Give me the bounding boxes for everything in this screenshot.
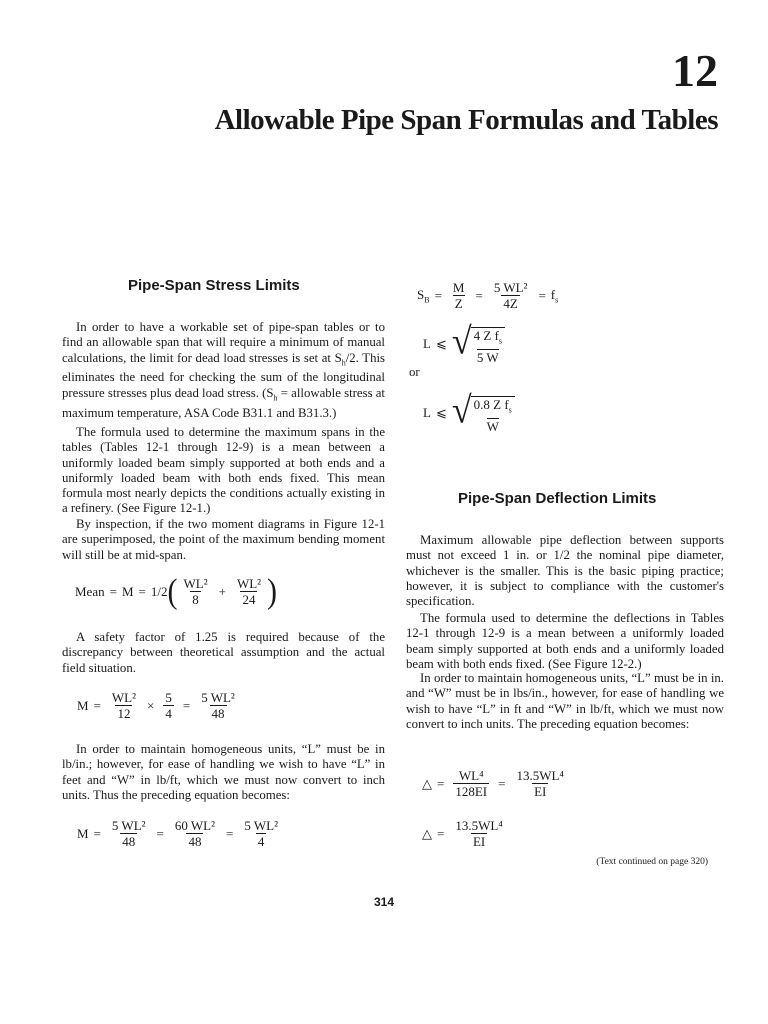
fraction: $\frac{5}{4}$ <box>165 690 172 721</box>
safety-factor-paragraph: A safety factor of 1.25 is required because of the discrepancy between theoretical assumption and the actual field situation. <box>62 630 385 675</box>
fraction: $\frac{\text{5 WL²}}{4}$ <box>244 818 278 849</box>
section-heading-deflection-limits: Pipe-Span Deflection Limits <box>458 490 657 507</box>
stress-limits-paragraph-3: By inspection, if the two moment diagrams in Figure 12-1 are superimposed, the point of the maximum bending moment will still be at mid-span. <box>62 517 385 562</box>
fraction: $\frac{\text{60 WL²}}{48}$ <box>174 818 215 849</box>
deflection-paragraph-1: Maximum allowable pipe deflection between supports must not exceed 1 in. or 1/2 the nominal pipe diameter, whichever is the smaller. This is the basic piping practice; however, it is subject to compliance with the customer's specification. <box>406 533 724 609</box>
deflection-paragraph-2: The formula used to determine the deflections in Tables 12-1 through 12-9 is a mean between a uniformly loaded beam simply supported at both ends and a uniformly loaded beam with both ends fixed. (See Figure 12-2.) <box>406 611 724 671</box>
page-number: 314 <box>373 895 395 909</box>
equation-moment-safety: M = $\frac{\text{WL²}}{12}$ × $\frac{5}{4}$ = $\frac{\text{5 WL²}}{48}$ <box>77 690 235 721</box>
fraction: $\frac{\text{5 WL²}}{48}$ <box>201 690 235 721</box>
units-paragraph-right: In order to maintain homogeneous units, “L” must be in in. and “W” must be in lbs/in., however, for ease of handling we wish to have “L” in ft and “W” in lb/ft, which we must now convert to inch units. The preceding equation becomes: <box>406 671 724 731</box>
chapter-number: 12 <box>672 45 718 96</box>
or-connector: or <box>409 365 420 379</box>
chapter-title: Allowable Pipe Span Formulas and Tables <box>214 104 718 136</box>
right-paren: ) <box>267 571 278 610</box>
square-root: √ 0.8 Z $f_s$ W <box>452 393 515 434</box>
equation-deflection-1: △ = $\frac{\text{WL⁴}}{128EI}$ = $\frac{\text{13.5WL⁴}}{EI}$ <box>422 768 564 799</box>
radical-sign: √ <box>451 388 472 431</box>
stress-limits-paragraph-2: The formula used to determine the maximum spans in the tables (Tables 12-1 through 12-9) is a mean between a uniformly loaded beam simply supported at both ends and a uniformly loaded beam with both ends fixed. This mean formula most nearly depicts the conditions actually existing in a refinery. (See Figure 12-1.) <box>62 425 385 516</box>
eq-mean-lhs: Mean <box>75 583 105 599</box>
equation-deflection-2: △ = $\frac{\text{13.5WL⁴}}{EI}$ <box>422 818 503 849</box>
eq-sb-lhs: $S_B$ <box>417 286 430 305</box>
units-paragraph-left: In order to maintain homogeneous units, “L” must be in lb/in.; however, for ease of handling we wish to have “L” in feet and “W” in lb/ft, which we must now convert to inch units. Thus the preceding equation becomes: <box>62 742 385 802</box>
fraction: $\frac{\text{WL²}}{24}$ <box>236 576 262 607</box>
square-root: √ 4 Z $f_s$ 5 W <box>452 324 505 365</box>
left-paren: ( <box>167 571 178 610</box>
fraction: $\frac{\text{13.5WL⁴}}{EI}$ <box>516 768 564 799</box>
fraction: $\frac{\text{WL²}}{12}$ <box>111 690 137 721</box>
fraction: $\frac{\text{5 WL²}}{4Z}$ <box>493 280 528 311</box>
equation-span-limit-2: L ⩽ √ 0.8 Z $f_s$ W <box>423 393 515 434</box>
equation-stress-sb: $S_B$ = $\frac{M}{Z}$ = $\frac{\text{5 WL²}}{4Z}$ = $f_s$ <box>417 280 559 311</box>
fraction: $\frac{\text{WL²}}{8}$ <box>183 576 208 607</box>
continued-note: (Text continued on page 320) <box>596 857 708 867</box>
fraction: $\frac{\text{5 WL²}}{48}$ <box>111 818 146 849</box>
fraction: $\frac{M}{Z}$ <box>452 280 465 311</box>
stress-limits-paragraph-1: In order to have a workable set of pipe-span tables or to find an allowable span that will require a minimum of manual calculations, the limit for dead load stresses is set at $S_h/2$. This eliminates the need for checking the sum of the longitudinal pressure stresses plus dead load stress. ($S_h$ = allowable stress at maximum temperature, ASA Code B31.1 and B31.3.) <box>62 320 386 420</box>
fraction: $\frac{\text{13.5WL⁴}}{EI}$ <box>455 818 503 849</box>
equation-moment-inch-units: M = $\frac{\text{5 WL²}}{48}$ = $\frac{\text{60 WL²}}{48}$ = $\frac{\text{5 WL²}}{4}$ <box>77 818 278 849</box>
fraction: $\frac{\text{WL⁴}}{128EI}$ <box>455 768 488 799</box>
equation-span-limit-1: L ⩽ √ 4 Z $f_s$ 5 W <box>423 324 505 365</box>
equation-mean-moment: Mean = M = 1/2 ( $\frac{\text{WL²}}{8}$ + $\frac{\text{WL²}}{24}$ ) <box>75 571 278 610</box>
radical-sign: √ <box>451 319 472 362</box>
section-heading-stress-limits: Pipe-Span Stress Limits <box>128 277 300 294</box>
